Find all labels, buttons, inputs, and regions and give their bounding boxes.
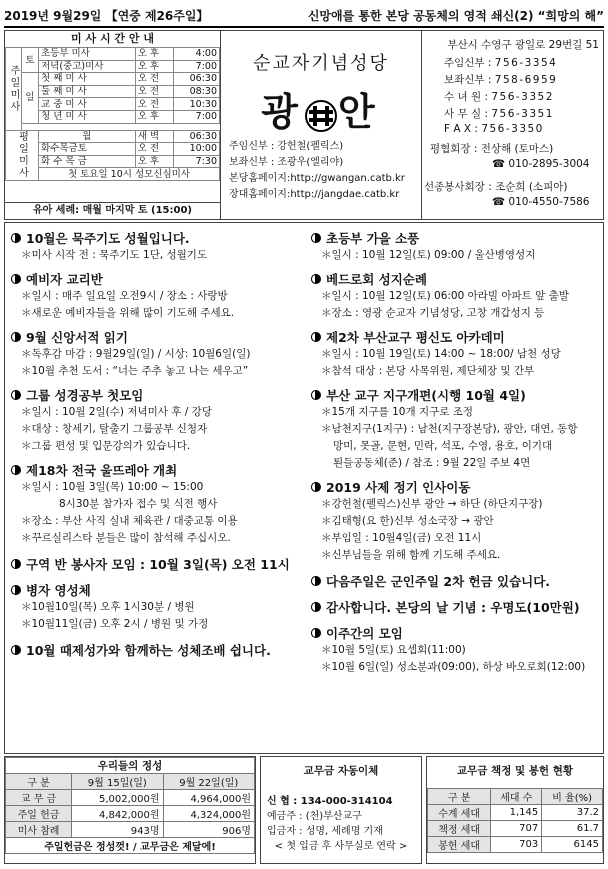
announcements [4, 222, 604, 754]
weekday-mass-label: 평일미사 [6, 130, 39, 180]
section-title: 제18차 전국 울뜨레아 개최 [11, 461, 301, 479]
mass-name: 월 [39, 130, 136, 143]
section-title: 2019 사제 정기 인사이동 [311, 478, 601, 496]
section-title: 구역 반 봉사자 모임 : 10월 3일(목) 오전 11시 [11, 555, 301, 573]
offering-table: 우리들의 정성 구 분 9월 15일(일) 9월 22일(일) 교 무 금 5,002,000원 4,964,000원 주일 헌금 4,842,000원 4,324,000원 미사 참례 943명 906명 주일헌금은 정성껏! / 교무금은 제달에! [5, 757, 255, 854]
mass-name: 화수목금토 [39, 143, 136, 156]
fax-line: F A X : 756-3350 [444, 123, 544, 135]
mass-name: 첫 째 미 사 [39, 73, 136, 86]
half-circle-bullet-icon [311, 482, 321, 492]
right-column: 초등부 가을 소풍 ＊일시 : 10월 12일(토) 09:00 / 울산병영성지 베드로회 성지순례 ＊일시 : 10월 12일(토) 06:00 아라빌 아파트 앞 출발 ＊장소 : 영광 순교자 기념성당, 고창 개갑성지 등 제2차 부산교구 평신도 아카데미 ＊일시 : 10월 19일(토) 14:00 ~ 18:00/ 남천 성당 ＊참석 대상 : 본당 사목위원, 제단체장 및 간부 부산 교구 지구개편(시행 10월 4일) ＊15개 지구를 10개 지구로 조정 ＊남천지구(1지구) : 남천(지구장본당), 광안, 대연, 동항 망미, 못골, 문현, 민락, 석포, 수영, 용호, 이기대 퇸들공동체(준) / 참조 : 9월 22일 주보 4면 2019 사제 정기 인사이동 ＊강헌철(펠릭스)신부 광안 → 하단 (하단지구장) ＊김태형(요 한)신부 성소국장 → 광안 ＊부임일 : 10월4일(금) 오전 11시 ＊신부님들을 위해 함께 기도해 주세요. 다음주일은 군인주일 2차 헌금 있습니다. 감사합니다. 본당의 날 기념 : 우명도(10만원) 이주간의 모임 ＊10월 5일(토) 요셉회(11:00) ＊10월 6일(일) 성소분과(09:00), 하상 바오로회(12:00) [311, 229, 601, 682]
half-circle-bullet-icon [311, 332, 321, 342]
left-column: 10월은 묵주기도 성월입니다. ＊미사 시작 전 : 묵주기도 1단, 성월기도 예비자 교리반 ＊일시 : 매주 일요일 오전9시 / 장소 : 사랑방 ＊새로운 예비자들을 위해 많이 기도해 주세요. 9월 신앙서적 읽기 ＊독후감 마감 : 9월29일(일) / 시상: 10월6일(일) ＊10월 추천 도서 : “너는 주추 놓고 나는 세우고” 그룹 성경공부 첫모임 ＊일시 : 10월 2일(수) 저녁미사 후 / 강당 ＊대상 : 창세기, 탈출기 그룹공부 신청자 ＊그룹 편성 및 입문강의가 있습니다. 제18차 전국 울뜨레아 개최 ＊일시 : 10월 3일(목) 10:00 ~ 15:00 8시30분 참가자 접수 및 식전 행사 ＊장소 : 부산 사직 실내 체육관 / 대중교통 이용 ＊꾸르실리스타 분들은 많이 참석해 주십시오. 구역 반 봉사자 모임 : 10월 3일(목) 오전 11시 병자 영성체 ＊10월10일(목) 오후 1시30분 / 병원 ＊10월11일(금) 오후 2시 / 병원 및 가정 10월 때제성가와 함께하는 성체조배 쉽니다. [11, 229, 301, 665]
section-title: 그룹 성경공부 첫모임 [11, 386, 301, 404]
section-title: 감사합니다. 본당의 날 기념 : 우명도(10만원) [311, 598, 601, 616]
address: 부산시 수영구 광일로 29번길 51 [447, 39, 599, 51]
section-title: 10월 때제성가와 함께하는 성체조배 쉽니다. [11, 641, 301, 659]
phone-line: 사 무 실 : 756-3351 [444, 108, 554, 120]
sunday-mass-label: 주일미사 [6, 48, 22, 131]
assistant-name: 보좌신부 : 조광우(엘리야) [229, 157, 344, 168]
half-circle-bullet-icon [311, 274, 321, 284]
phone-line: 보좌신부 : 758-6959 [444, 74, 558, 86]
parish-logo: 광 안 [261, 89, 381, 134]
mass-name: 청 년 미 사 [39, 110, 136, 123]
mass-times-table: 주일미사 토 초등부 미사 오 후 4:00 저녁(중고)미사 오 후 7:00 일 첫 째 미 사 오 전 06:30 둘 째 미 사 오 전 08:30 교 중 미 사 오 전 10:30 청 년 미 사 오 후 7:00 평일미사 월 새 벽 06:30 화수목금토 오 전 10:00 화 수 목 금 오 후 7:30 첫 토요일 10시 성모신심미사 [5, 47, 220, 181]
mass-name: 저녁(중고)미사 [39, 60, 136, 73]
half-circle-bullet-icon [11, 465, 21, 475]
half-circle-bullet-icon [11, 390, 21, 400]
offering-box [4, 756, 256, 864]
youth-phone: ☎ 010-4550-7586 [492, 196, 590, 208]
section-title: 제2차 부산교구 평신도 아카데미 [311, 328, 601, 346]
auto-transfer-box: 교무금 자동이체 신 협 : 134-000-314104 예금주 : (천)부산교구 입금자 : 성명, 세례명 기재 < 첫 입금 후 사무실로 연락 > [260, 756, 422, 864]
pastor-name: 주임신부 : 강헌철(펠릭스) [229, 141, 344, 152]
cross-logo-icon [304, 99, 338, 133]
section-title: 이주간의 모임 [311, 624, 601, 642]
footer [4, 756, 602, 864]
homepage-link[interactable]: 본당홈페이지:http://gwangan.catb.kr [229, 173, 405, 184]
section-title: 예비자 교리반 [11, 270, 301, 288]
half-circle-bullet-icon [311, 233, 321, 243]
council-president: 평협회장 : 전상해 (토마스) [430, 143, 554, 155]
phone-line: 수 녀 원 : 756-3352 [444, 91, 554, 103]
mass-times-title: 미 사 시 간 안 내 [5, 31, 220, 48]
mass-name: 초등부 미사 [39, 48, 136, 61]
half-circle-bullet-icon [11, 233, 21, 243]
half-circle-bullet-icon [11, 274, 21, 284]
church-name: 순교자기념성당 [253, 53, 389, 74]
contact-info [422, 31, 603, 219]
phone-line: 주임신부 : 756-3354 [444, 57, 558, 69]
mass-name: 둘 째 미 사 [39, 85, 136, 98]
section-title: 초등부 가을 소풍 [311, 229, 601, 247]
sunday-label: 일 [22, 73, 39, 123]
infant-baptism: 유아 세례: 매월 마지막 토 (15:00) [5, 202, 220, 219]
header-box [4, 30, 604, 220]
half-circle-bullet-icon [311, 602, 321, 612]
section-title: 다음주일은 군인주일 2차 헌금 있습니다. [311, 572, 601, 590]
youth-president: 선종봉사회장 : 조순희 (소피아) [424, 181, 568, 193]
mass-name: 교 중 미 사 [39, 98, 136, 111]
yearly-theme: 신망애를 통한 본당 공동체의 영적 쇄신(2) “희망의 해” [307, 8, 604, 23]
top-bar [4, 4, 604, 26]
half-circle-bullet-icon [11, 585, 21, 595]
half-circle-bullet-icon [11, 332, 21, 342]
tithe-status-box: 교무금 책정 및 봉헌 현황 구 분 세대 수 비 율(%) 수계 세대 1,145 37.2 책정 세대 707 61.7 봉헌 세대 703 6145 [426, 756, 604, 864]
section-title: 9월 신앙서적 읽기 [11, 328, 301, 346]
half-circle-bullet-icon [311, 628, 321, 638]
section-title: 10월은 묵주기도 성월입니다. [11, 229, 301, 247]
half-circle-bullet-icon [311, 576, 321, 586]
section-title: 부산 교구 지구개편(시행 10월 4일) [311, 386, 601, 404]
homepage-link[interactable]: 장대홈페이지:http://jangdae.catb.kr [229, 189, 400, 200]
half-circle-bullet-icon [11, 645, 21, 655]
half-circle-bullet-icon [311, 390, 321, 400]
tithe-status-table: 구 분 세대 수 비 율(%) 수계 세대 1,145 37.2 책정 세대 707 61.7 봉헌 세대 703 6145 [427, 788, 603, 853]
council-phone: ☎ 010-2895-3004 [492, 158, 590, 170]
section-title: 베드로회 성지순례 [311, 270, 601, 288]
issue-info: 2019년 9월29일 【연중 제26주일】 [4, 8, 209, 23]
half-circle-bullet-icon [11, 559, 21, 569]
mass-name: 화 수 목 금 [39, 155, 136, 168]
first-saturday-mass: 첫 토요일 10시 성모신심미사 [39, 168, 220, 181]
saturday-label: 토 [22, 48, 39, 73]
church-masthead [221, 31, 421, 219]
section-title: 병자 영성체 [11, 581, 301, 599]
